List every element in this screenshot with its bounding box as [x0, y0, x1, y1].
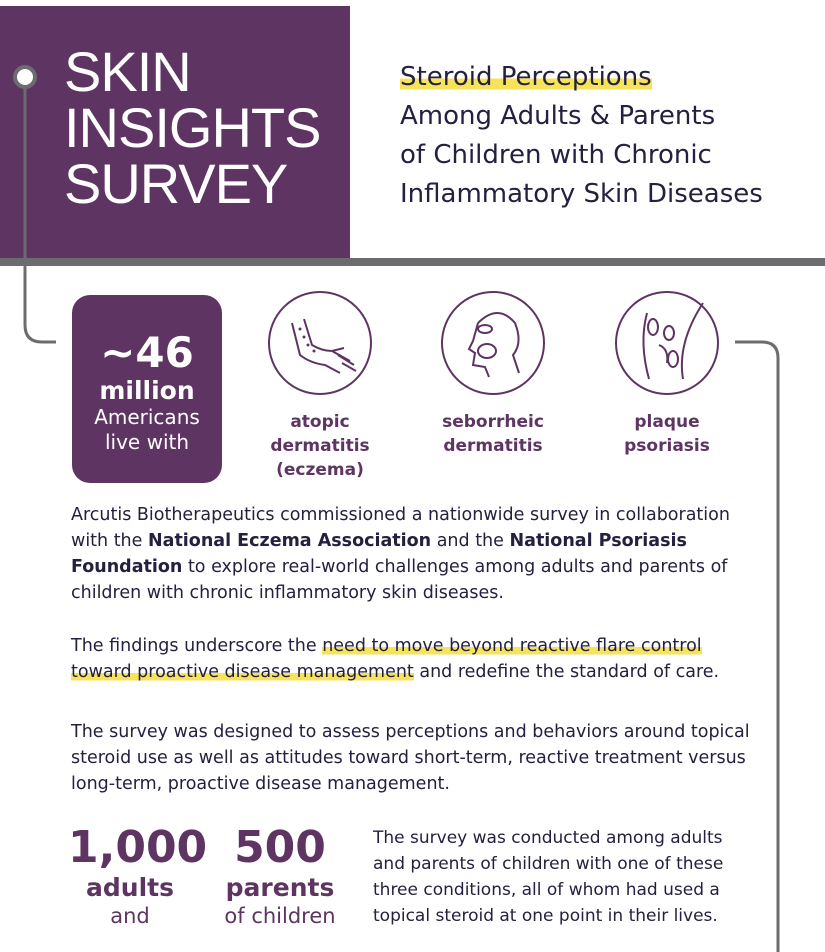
parents-number: 500 [234, 822, 326, 873]
findings-paragraph [71, 633, 751, 685]
intro-paragraph [71, 502, 751, 606]
label-line: (eczema) [276, 460, 364, 480]
stat-line: Americans [94, 405, 200, 429]
text: to explore real-world challenges among adults and parents of children with chronic inflammatory skin diseases. [71, 557, 728, 603]
stat-number: ~46 [100, 328, 194, 377]
condition-label [587, 410, 747, 458]
parents-stat [215, 822, 345, 930]
label-line: plaque [634, 412, 700, 432]
org-name: National Psoriasis Foundation [71, 531, 687, 577]
sample-description: The survey was conducted among adults and parents of children with one of these three conditions, all of whom had used a topical steroid at one point in their lives. [373, 828, 724, 926]
and-label: and [110, 904, 150, 928]
adults-label: adults [86, 873, 174, 902]
design-paragraph: The survey was designed to assess perceptions and behaviors around topical steroid use as well as attitudes toward short-term, reactive treatment versus long-term, proactive disease management. [71, 722, 750, 794]
subtitle-line: of Children with Chronic [400, 140, 712, 170]
adults-stat [68, 822, 208, 930]
subtitle-line: Among Adults & Parents [400, 101, 716, 131]
subtitle-highlight: Steroid Perceptions [400, 62, 652, 92]
label-line: dermatitis [443, 436, 543, 456]
text: The findings underscore the [71, 636, 323, 656]
arm-rash-icon [268, 291, 372, 395]
label-line: seborrheic [442, 412, 544, 432]
stat-unit: million [99, 376, 195, 405]
stat-line: live with [104, 430, 190, 454]
face-rash-icon [441, 291, 545, 395]
prevalence-stat [72, 295, 222, 483]
highlighted-text: need to move beyond reactive flare control toward proactive disease management [71, 636, 702, 682]
org-name: National Eczema Association [147, 531, 432, 551]
title-line: SKIN [64, 40, 191, 103]
label-line: dermatitis [270, 436, 370, 456]
leg-plaque-icon [615, 291, 719, 395]
subtitle-line: Inflammatory Skin Diseases [400, 179, 763, 209]
condition-label [240, 410, 400, 482]
text: and the [431, 531, 510, 551]
adults-number: 1,000 [68, 822, 208, 873]
title-line: INSIGHTS [64, 96, 321, 159]
text: and redefine the standard of care. [413, 662, 720, 682]
label-line: atopic [290, 412, 350, 432]
parents-label: parents [225, 873, 335, 902]
timeline-node-icon [15, 67, 35, 87]
title-line: SURVEY [64, 152, 288, 215]
condition-label [413, 410, 573, 458]
parents-sub: of children [224, 904, 336, 928]
label-line: psoriasis [624, 436, 710, 456]
text: Arcutis Biotherapeutics commissioned a nationwide survey in collaboration with the [71, 505, 730, 551]
subtitle [400, 58, 763, 214]
